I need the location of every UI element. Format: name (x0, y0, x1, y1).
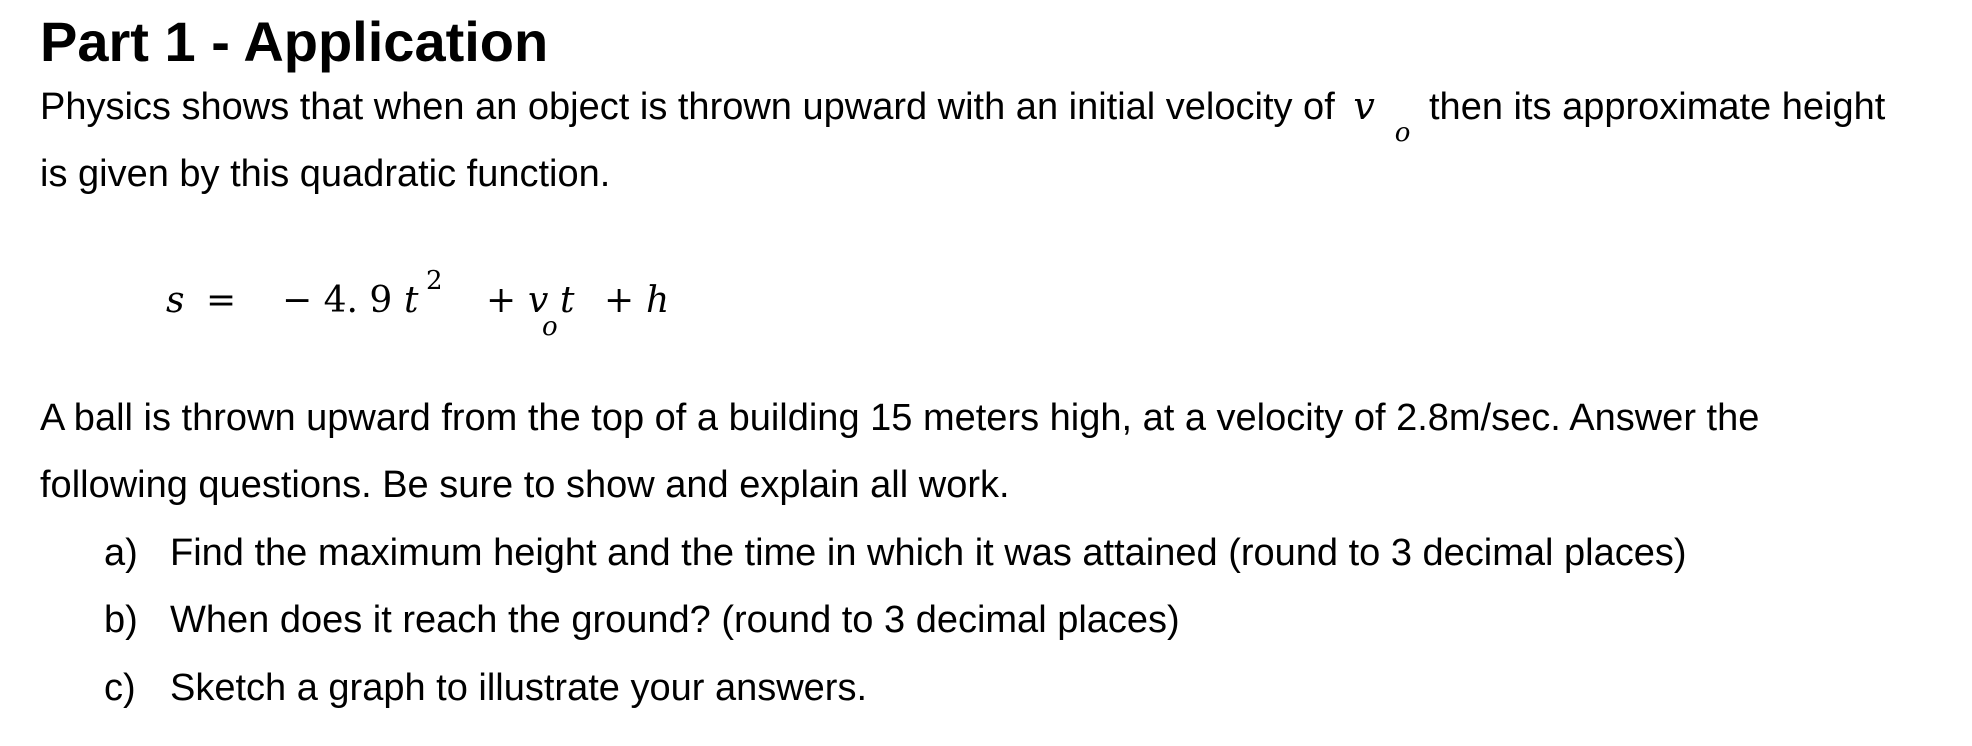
intro-line-2: is given by this quadratic function. (40, 153, 611, 195)
eq-equals: = (206, 280, 237, 321)
eq-h: h (646, 280, 670, 321)
problem-line-1: A ball is thrown upward from the top of a building 15 meters high, at a velocity of 2.8m/sec. Answer the (40, 397, 1760, 439)
question-a (104, 530, 1687, 576)
question-text: Find the maximum height and the time in which it was attained (round to 3 decimal places) (170, 532, 1687, 574)
problem-line-2: following questions. Be sure to show and explain all work. (40, 464, 1010, 506)
var-v-subscript: o (1394, 118, 1411, 148)
eq-t-squared: t (404, 280, 419, 321)
eq-t: t (560, 280, 575, 321)
eq-plus-1: + (486, 280, 517, 321)
question-c (104, 665, 867, 711)
question-text: Sketch a graph to illustrate your answers. (170, 667, 868, 709)
section-title: Part 1 - Application (40, 10, 549, 73)
question-marker: a) (104, 532, 138, 574)
question-marker: b) (104, 599, 138, 641)
intro-tail: then its approximate height (1429, 86, 1886, 128)
question-text: When does it reach the ground? (round to 3 decimal places) (170, 599, 1180, 641)
question-marker: c) (104, 667, 136, 709)
intro-line-1 (40, 83, 1886, 148)
eq-plus-2: + (604, 280, 635, 321)
intro-text: Physics shows that when an object is thrown upward with an initial velocity of (40, 86, 1335, 128)
eq-s: s (166, 280, 185, 321)
eq-v-subscript: o (542, 312, 558, 342)
eq-coefficient: − 4. 9 (282, 280, 393, 321)
quadratic-equation (166, 266, 766, 342)
var-v: v (1353, 84, 1375, 128)
eq-exponent: 2 (426, 266, 443, 296)
question-b (104, 597, 1180, 643)
eq-v: v (528, 280, 549, 321)
